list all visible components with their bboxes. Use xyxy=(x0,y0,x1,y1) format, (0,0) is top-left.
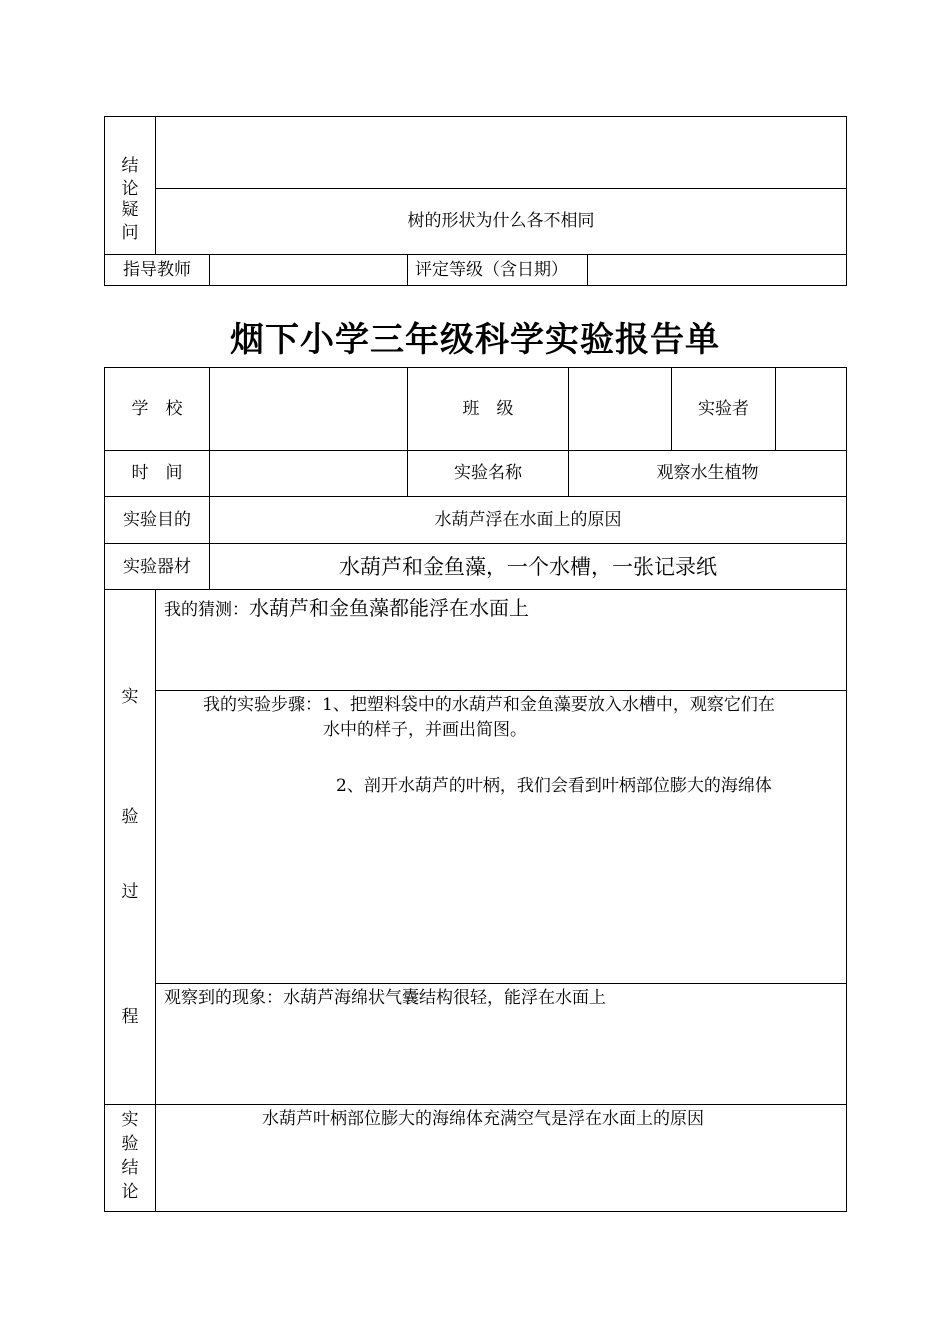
materials-label: 实验器材 xyxy=(123,557,191,577)
exp-name-label: 实验名称 xyxy=(454,463,522,483)
grade-label: 评定等级（含日期） xyxy=(415,260,568,280)
table-row-divider xyxy=(155,188,847,189)
table-row-divider xyxy=(155,690,847,691)
table-row-divider xyxy=(104,589,847,590)
guess-value: 水葫芦和金鱼藻都能浮在水面上 xyxy=(249,596,529,620)
steps-line1 xyxy=(203,694,775,716)
observe-value: 水葫芦海绵状气囊结构很轻，能浮在水面上 xyxy=(283,988,606,1008)
page-title: 烟下小学三年级科学实验报告单 xyxy=(230,320,720,360)
question-label: 疑问 xyxy=(121,200,139,243)
process-label-char: 过 xyxy=(121,882,139,902)
question-text: 树的形状为什么各不相同 xyxy=(407,211,595,231)
table-border-right xyxy=(846,116,847,286)
purpose-label: 实验目的 xyxy=(123,510,191,530)
observe-line xyxy=(164,987,606,1009)
table-row-divider xyxy=(104,496,847,497)
step2: 2、剖开水葫芦的叶柄，我们会看到叶柄部位膨大的海绵体 xyxy=(336,776,772,796)
exp-name-value: 观察水生植物 xyxy=(656,463,759,483)
school-label: 学 校 xyxy=(131,399,183,419)
table-border-bottom xyxy=(104,285,847,286)
conclusion-value: 水葫芦叶柄部位膨大的海绵体充满空气是浮在水面上的原因 xyxy=(262,1109,704,1129)
guess-line xyxy=(164,592,529,621)
table-border-top xyxy=(104,116,847,117)
table-row-divider xyxy=(155,983,847,984)
teacher-label: 指导教师 xyxy=(123,260,191,280)
conclusion-label: 实验结论 xyxy=(121,1110,139,1202)
conclusion-label: 结论 xyxy=(121,156,139,199)
steps-prefix: 我的实验步骤： xyxy=(203,695,322,715)
process-label-char: 实 xyxy=(121,687,139,707)
table-border-bottom xyxy=(104,1211,847,1212)
table-row-divider xyxy=(104,254,847,255)
table-border-top xyxy=(104,367,847,368)
experimenter-label: 实验者 xyxy=(698,399,749,419)
guess-prefix: 我的猜测： xyxy=(164,600,249,620)
step1-line2: 水中的样子，并画出简图。 xyxy=(323,720,527,740)
table-border-left xyxy=(104,367,105,1212)
class-label: 班 级 xyxy=(462,399,514,419)
table-col-divider xyxy=(155,589,156,1212)
observe-prefix: 观察到的现象： xyxy=(164,988,283,1008)
process-label-char: 验 xyxy=(121,807,139,827)
table-border-right xyxy=(846,367,847,1212)
table-row-divider xyxy=(104,1104,847,1105)
table-row-divider xyxy=(104,450,847,451)
time-label: 时 间 xyxy=(131,463,183,483)
table-row-divider xyxy=(104,543,847,544)
purpose-value: 水葫芦浮在水面上的原因 xyxy=(434,510,622,530)
step1-line1: 1、把塑料袋中的水葫芦和金鱼藻要放入水槽中，观察它们在 xyxy=(322,695,775,715)
materials-value: 水葫芦和金鱼藻，一个水槽，一张记录纸 xyxy=(339,555,717,579)
table-col-divider xyxy=(407,254,408,286)
process-label-char: 程 xyxy=(121,1007,139,1027)
table-col-divider xyxy=(587,254,588,286)
table-col-divider xyxy=(155,116,156,255)
